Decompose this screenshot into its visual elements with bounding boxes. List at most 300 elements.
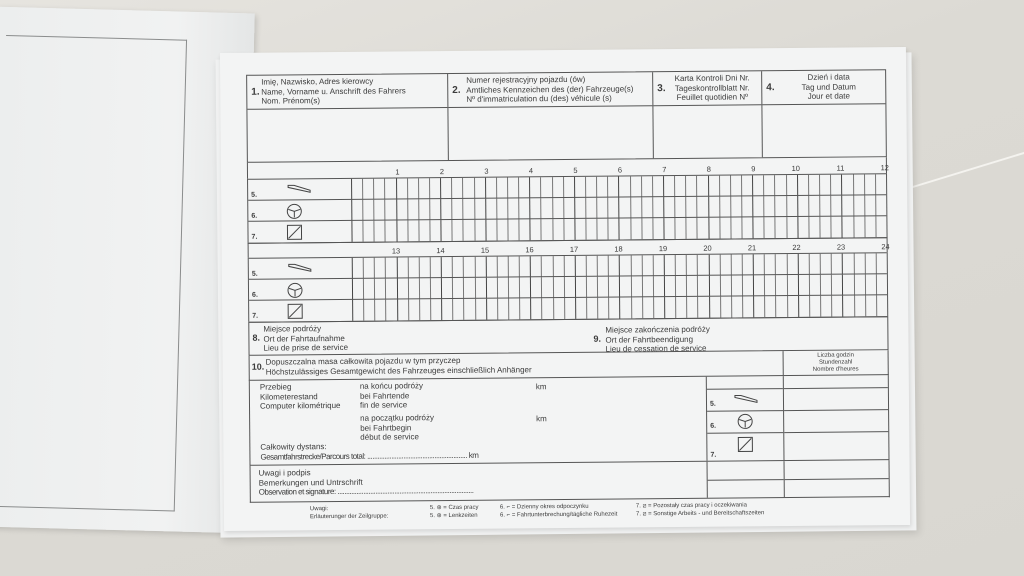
sheet-number-input[interactable] (653, 105, 761, 158)
quarter-hour-cell[interactable] (375, 258, 386, 279)
quarter-hour-cell[interactable] (553, 277, 564, 298)
quarter-hour-cell[interactable] (865, 216, 876, 237)
quarter-hour-cell[interactable] (542, 277, 553, 298)
quarter-hour-cell[interactable] (742, 217, 752, 238)
quarter-hour-cell[interactable] (620, 276, 631, 297)
quarter-hour-cell[interactable] (452, 178, 463, 199)
quarter-hour-cell[interactable] (776, 217, 787, 238)
quarter-hour-cell[interactable] (564, 219, 574, 240)
quarter-hour-cell[interactable] (731, 175, 742, 196)
quarter-hour-cell[interactable] (731, 217, 742, 238)
quarter-hour-cell[interactable] (687, 276, 698, 297)
quarter-hour-cell[interactable] (564, 177, 574, 198)
quarter-hour-cell[interactable] (397, 278, 408, 299)
quarter-hour-cell[interactable] (676, 218, 687, 239)
quarter-hour-cell[interactable] (643, 276, 654, 297)
quarter-hour-cell[interactable] (665, 276, 676, 297)
quarter-hour-cell[interactable] (754, 296, 765, 317)
quarter-hour-cell[interactable] (486, 199, 497, 220)
quarter-hour-cell[interactable] (621, 297, 632, 318)
quarter-hour-cell[interactable] (676, 276, 687, 297)
quarter-hour-cell[interactable] (520, 219, 530, 240)
quarter-hour-cell[interactable] (698, 197, 708, 218)
quarter-hour-cell[interactable] (854, 274, 865, 295)
quarter-hour-cell[interactable] (453, 257, 464, 278)
quarter-hour-cell[interactable] (553, 177, 564, 198)
quarter-hour-cell[interactable] (353, 258, 364, 279)
quarter-hour-cell[interactable] (597, 198, 608, 219)
quarter-hour-cell[interactable] (866, 295, 877, 316)
quarter-hour-cell[interactable] (810, 254, 821, 275)
quarter-hour-cell[interactable] (442, 299, 453, 320)
quarter-hour-cell[interactable] (620, 255, 631, 276)
quarter-hour-cell[interactable] (664, 197, 675, 218)
quarter-hour-cell[interactable] (498, 277, 509, 298)
quarter-hour-cell[interactable] (397, 178, 408, 199)
date-field[interactable] (762, 70, 886, 157)
quarter-hour-cell[interactable] (386, 257, 396, 278)
quarter-hour-cell[interactable] (698, 276, 708, 297)
quarter-hour-cell[interactable] (498, 298, 509, 319)
quarter-hour-cell[interactable] (609, 256, 619, 277)
end-mileage-field[interactable] (360, 381, 423, 410)
quarter-hour-cell[interactable] (765, 275, 776, 296)
quarter-hour-cell[interactable] (743, 296, 753, 317)
quarter-hour-cell[interactable] (653, 197, 663, 218)
quarter-hour-cell[interactable] (831, 175, 841, 196)
quarter-hour-cell[interactable] (352, 179, 363, 200)
quarter-hour-cell[interactable] (464, 278, 475, 299)
quarter-hour-cell[interactable] (409, 278, 420, 299)
quarter-hour-cell[interactable] (743, 254, 753, 275)
quarter-hour-cell[interactable] (698, 218, 708, 239)
quarter-hour-cell[interactable] (464, 220, 475, 241)
quarter-hour-cell[interactable] (709, 255, 720, 276)
quarter-hour-cell[interactable] (720, 255, 731, 276)
quarter-hour-cell[interactable] (475, 178, 485, 199)
quarter-hour-cell[interactable] (609, 298, 619, 319)
quarter-hour-cell[interactable] (464, 199, 475, 220)
quarter-hour-cell[interactable] (765, 196, 776, 217)
quarter-hour-cell[interactable] (754, 275, 765, 296)
quarter-hour-cell[interactable] (531, 198, 542, 219)
gross-weight-field[interactable] (250, 351, 783, 380)
driving-hours-input[interactable] (784, 409, 888, 432)
quarter-hour-cell[interactable] (352, 200, 363, 221)
quarter-hour-cell[interactable] (653, 176, 663, 197)
remarks-signature-field[interactable] (251, 462, 707, 502)
quarter-hour-cell[interactable] (686, 176, 697, 197)
quarter-hour-cell[interactable] (810, 275, 821, 296)
quarter-hour-cell[interactable] (620, 218, 631, 239)
quarter-hour-cell[interactable] (832, 275, 842, 296)
quarter-hour-cell[interactable] (799, 296, 810, 317)
quarter-hour-cell[interactable] (598, 256, 609, 277)
quarter-hour-cell[interactable] (364, 221, 375, 242)
quarter-hour-cell[interactable] (565, 298, 575, 319)
quarter-hour-cell[interactable] (419, 220, 430, 241)
quarter-hour-cell[interactable] (776, 275, 787, 296)
quarter-hour-cell[interactable] (498, 256, 509, 277)
quarter-hour-cell[interactable] (787, 217, 797, 238)
quarter-hour-cell[interactable] (486, 178, 497, 199)
quarter-hour-cell[interactable] (710, 297, 721, 318)
quarter-hour-cell[interactable] (721, 297, 732, 318)
quarter-hour-cell[interactable] (753, 175, 764, 196)
quarter-hour-cell[interactable] (720, 218, 731, 239)
quarter-hour-cell[interactable] (442, 278, 453, 299)
quarter-hour-cell[interactable] (710, 276, 721, 297)
quarter-hour-cell[interactable] (430, 178, 440, 199)
quarter-hour-cell[interactable] (787, 175, 797, 196)
quarter-hour-cell[interactable] (777, 296, 788, 317)
total-distance-field[interactable] (260, 441, 478, 462)
quarter-hour-cell[interactable] (609, 198, 619, 219)
quarter-hour-cell[interactable] (687, 297, 698, 318)
quarter-hour-cell[interactable] (353, 279, 364, 300)
quarter-hour-cell[interactable] (643, 297, 654, 318)
quarter-hour-cell[interactable] (831, 196, 841, 217)
quarter-hour-cell[interactable] (364, 300, 375, 321)
quarter-hour-cell[interactable] (709, 197, 720, 218)
quarter-hour-cell[interactable] (865, 253, 876, 274)
quarter-hour-cell[interactable] (419, 199, 430, 220)
quarter-hour-cell[interactable] (497, 219, 508, 240)
quarter-hour-cell[interactable] (398, 299, 409, 320)
other-work-hours-input[interactable] (784, 431, 888, 460)
quarter-hour-cell[interactable] (453, 299, 464, 320)
start-place-field[interactable] (249, 320, 593, 355)
quarter-hour-cell[interactable] (586, 198, 597, 219)
quarter-hour-cell[interactable] (431, 257, 441, 278)
quarter-hour-cell[interactable] (441, 178, 452, 199)
quarter-hour-cell[interactable] (598, 277, 609, 298)
quarter-hour-cell[interactable] (798, 196, 809, 217)
quarter-hour-cell[interactable] (397, 257, 408, 278)
quarter-hour-cell[interactable] (731, 196, 742, 217)
quarter-hour-cell[interactable] (821, 254, 832, 275)
quarter-hour-cell[interactable] (385, 178, 395, 199)
quarter-hour-cell[interactable] (397, 199, 408, 220)
quarter-hour-cell[interactable] (519, 198, 529, 219)
quarter-hour-cell[interactable] (375, 279, 386, 300)
quarter-hour-cell[interactable] (464, 257, 475, 278)
quarter-hour-cell[interactable] (531, 219, 542, 240)
quarter-hour-cell[interactable] (776, 196, 787, 217)
quarter-hour-cell[interactable] (843, 274, 854, 295)
quarter-hour-cell[interactable] (486, 257, 497, 278)
quarter-hour-cell[interactable] (842, 174, 853, 195)
quarter-hour-cell[interactable] (631, 255, 642, 276)
quarter-hour-cell[interactable] (698, 255, 708, 276)
quarter-hour-cell[interactable] (387, 299, 397, 320)
quarter-hour-cell[interactable] (732, 254, 743, 275)
quarter-hour-cell[interactable] (620, 197, 631, 218)
quarter-hour-cell[interactable] (642, 176, 653, 197)
quarter-hour-cell[interactable] (765, 217, 776, 238)
quarter-hour-cell[interactable] (632, 276, 643, 297)
quarter-hour-cell[interactable] (476, 299, 486, 320)
quarter-hour-cell[interactable] (664, 218, 675, 239)
quarter-hour-cell[interactable] (575, 219, 586, 240)
quarter-hour-cell[interactable] (564, 198, 574, 219)
driver-name-field[interactable] (247, 74, 449, 162)
quarter-hour-cell[interactable] (764, 175, 775, 196)
quarter-hour-cell[interactable] (508, 219, 519, 240)
quarter-hour-cell[interactable] (431, 299, 441, 320)
quarter-hour-cell[interactable] (654, 255, 664, 276)
quarter-hour-cell[interactable] (375, 300, 386, 321)
quarter-hour-cell[interactable] (765, 254, 776, 275)
quarter-hour-cell[interactable] (542, 198, 553, 219)
quarter-hour-cell[interactable] (765, 296, 776, 317)
quarter-hour-cell[interactable] (420, 257, 431, 278)
quarter-hour-cell[interactable] (742, 196, 752, 217)
quarter-hour-cell[interactable] (854, 174, 865, 195)
quarter-hour-cell[interactable] (430, 199, 440, 220)
quarter-hour-cell[interactable] (699, 297, 709, 318)
quarter-hour-cell[interactable] (598, 219, 609, 240)
quarter-hour-cell[interactable] (664, 176, 675, 197)
quarter-hour-cell[interactable] (520, 256, 530, 277)
quarter-hour-cell[interactable] (541, 177, 552, 198)
quarter-hour-cell[interactable] (374, 200, 385, 221)
quarter-hour-cell[interactable] (787, 196, 797, 217)
quarter-hour-cell[interactable] (586, 177, 597, 198)
quarter-hour-cell[interactable] (820, 217, 831, 238)
quarter-hour-cell[interactable] (352, 221, 363, 242)
quarter-hour-cell[interactable] (509, 298, 520, 319)
quarter-hour-cell[interactable] (598, 298, 609, 319)
quarter-hour-cell[interactable] (753, 196, 764, 217)
quarter-hour-cell[interactable] (520, 298, 530, 319)
quarter-hour-cell[interactable] (553, 256, 564, 277)
quarter-hour-cell[interactable] (843, 295, 854, 316)
quarter-hour-cell[interactable] (676, 255, 687, 276)
quarter-hour-cell[interactable] (565, 277, 575, 298)
quarter-hour-cell[interactable] (877, 295, 887, 316)
quarter-hour-cell[interactable] (632, 297, 643, 318)
quarter-hour-cell[interactable] (609, 277, 619, 298)
quarter-hour-cell[interactable] (508, 177, 519, 198)
quarter-hour-cell[interactable] (788, 275, 798, 296)
quarter-hour-cell[interactable] (709, 176, 720, 197)
quarter-hour-cell[interactable] (866, 274, 877, 295)
quarter-hour-cell[interactable] (754, 217, 765, 238)
quarter-hour-cell[interactable] (787, 254, 797, 275)
quarter-hour-cell[interactable] (509, 277, 520, 298)
quarter-hour-cell[interactable] (597, 177, 608, 198)
registration-input[interactable] (448, 106, 652, 160)
quarter-hour-cell[interactable] (475, 278, 485, 299)
quarter-hour-cell[interactable] (820, 196, 831, 217)
quarter-hour-cell[interactable] (487, 278, 498, 299)
quarter-hour-cell[interactable] (742, 175, 752, 196)
quarter-hour-cell[interactable] (408, 178, 419, 199)
quarter-hour-cell[interactable] (497, 177, 508, 198)
quarter-hour-cell[interactable] (876, 195, 886, 216)
quarter-hour-cell[interactable] (386, 220, 396, 241)
quarter-hour-cell[interactable] (353, 300, 364, 321)
quarter-hour-cell[interactable] (876, 253, 886, 274)
quarter-hour-cell[interactable] (419, 178, 430, 199)
quarter-hour-cell[interactable] (631, 176, 642, 197)
quarter-hour-cell[interactable] (509, 256, 520, 277)
quarter-hour-cell[interactable] (720, 197, 731, 218)
quarter-hour-cell[interactable] (430, 220, 440, 241)
quarter-hour-cell[interactable] (453, 220, 464, 241)
quarter-hour-cell[interactable] (553, 219, 564, 240)
quarter-hour-cell[interactable] (675, 176, 686, 197)
quarter-hour-cell[interactable] (576, 256, 587, 277)
quarter-hour-cell[interactable] (821, 275, 832, 296)
start-mileage-field[interactable] (360, 413, 434, 442)
quarter-hour-cell[interactable] (798, 254, 809, 275)
quarter-hour-cell[interactable] (531, 256, 542, 277)
quarter-hour-cell[interactable] (564, 256, 574, 277)
quarter-hour-cell[interactable] (475, 199, 485, 220)
quarter-hour-cell[interactable] (420, 278, 431, 299)
quarter-hour-cell[interactable] (843, 216, 854, 237)
quarter-hour-cell[interactable] (687, 218, 698, 239)
quarter-hour-cell[interactable] (665, 255, 676, 276)
quarter-hour-cell[interactable] (587, 298, 598, 319)
quarter-hour-cell[interactable] (821, 296, 832, 317)
quarter-hour-cell[interactable] (608, 177, 618, 198)
quarter-hour-cell[interactable] (654, 297, 664, 318)
quarter-hour-cell[interactable] (631, 218, 642, 239)
quarter-hour-cell[interactable] (530, 177, 541, 198)
quarter-hour-cell[interactable] (363, 179, 374, 200)
quarter-hour-cell[interactable] (520, 277, 530, 298)
quarter-hour-cell[interactable] (586, 219, 597, 240)
quarter-hour-cell[interactable] (531, 298, 542, 319)
quarter-hour-cell[interactable] (721, 276, 732, 297)
quarter-hour-cell[interactable] (587, 256, 598, 277)
quarter-hour-cell[interactable] (364, 258, 375, 279)
quarter-hour-cell[interactable] (374, 179, 385, 200)
quarter-hour-cell[interactable] (442, 257, 453, 278)
quarter-hour-cell[interactable] (642, 255, 653, 276)
quarter-hour-cell[interactable] (810, 296, 821, 317)
quarter-hour-cell[interactable] (876, 216, 886, 237)
quarter-hour-cell[interactable] (554, 298, 565, 319)
quarter-hour-cell[interactable] (408, 199, 419, 220)
quarter-hour-cell[interactable] (876, 174, 886, 195)
quarter-hour-cell[interactable] (575, 177, 586, 198)
quarter-hour-cell[interactable] (798, 175, 809, 196)
quarter-hour-cell[interactable] (463, 178, 474, 199)
quarter-hour-cell[interactable] (386, 278, 396, 299)
quarter-hour-cell[interactable] (531, 277, 542, 298)
quarter-hour-cell[interactable] (676, 297, 687, 318)
quarter-hour-cell[interactable] (709, 218, 720, 239)
quarter-hour-cell[interactable] (576, 298, 587, 319)
quarter-hour-cell[interactable] (609, 219, 619, 240)
quarter-hour-cell[interactable] (475, 257, 485, 278)
quarter-hour-cell[interactable] (642, 197, 653, 218)
quarter-hour-cell[interactable] (855, 295, 866, 316)
quarter-hour-cell[interactable] (553, 198, 564, 219)
quarter-hour-cell[interactable] (832, 217, 842, 238)
driver-name-input[interactable] (247, 108, 447, 162)
quarter-hour-cell[interactable] (809, 196, 820, 217)
quarter-hour-cell[interactable] (519, 177, 529, 198)
quarter-hour-cell[interactable] (397, 220, 408, 241)
quarter-hour-cell[interactable] (642, 218, 653, 239)
quarter-hour-cell[interactable] (409, 299, 420, 320)
quarter-hour-cell[interactable] (543, 298, 554, 319)
quarter-hour-cell[interactable] (576, 277, 587, 298)
quarter-hour-cell[interactable] (854, 253, 865, 274)
quarter-hour-cell[interactable] (441, 199, 452, 220)
quarter-hour-cell[interactable] (420, 299, 431, 320)
quarter-hour-cell[interactable] (487, 299, 498, 320)
quarter-hour-cell[interactable] (575, 198, 586, 219)
quarter-hour-cell[interactable] (363, 200, 374, 221)
quarter-hour-cell[interactable] (832, 296, 842, 317)
quarter-hour-cell[interactable] (843, 195, 854, 216)
quarter-hour-cell[interactable] (865, 174, 876, 195)
registration-field[interactable] (448, 72, 654, 160)
quarter-hour-cell[interactable] (732, 296, 743, 317)
quarter-hour-cell[interactable] (431, 278, 441, 299)
quarter-hour-cell[interactable] (654, 276, 664, 297)
quarter-hour-cell[interactable] (375, 221, 386, 242)
quarter-hour-cell[interactable] (877, 274, 887, 295)
quarter-hour-cell[interactable] (408, 220, 419, 241)
quarter-hour-cell[interactable] (631, 197, 642, 218)
quarter-hour-cell[interactable] (720, 176, 731, 197)
quarter-hour-cell[interactable] (442, 220, 453, 241)
quarter-hour-cell[interactable] (364, 279, 375, 300)
quarter-hour-cell[interactable] (542, 256, 553, 277)
quarter-hour-cell[interactable] (453, 278, 464, 299)
sheet-number-field[interactable] (653, 71, 763, 158)
quarter-hour-cell[interactable] (386, 199, 396, 220)
quarter-hour-cell[interactable] (475, 220, 485, 241)
quarter-hour-cell[interactable] (832, 254, 842, 275)
quarter-hour-cell[interactable] (865, 195, 876, 216)
quarter-hour-cell[interactable] (486, 220, 497, 241)
quarter-hour-cell[interactable] (732, 275, 743, 296)
quarter-hour-cell[interactable] (788, 296, 798, 317)
quarter-hour-cell[interactable] (408, 257, 419, 278)
quarter-hour-cell[interactable] (687, 197, 698, 218)
quarter-hour-cell[interactable] (820, 175, 831, 196)
quarter-hour-cell[interactable] (665, 297, 676, 318)
quarter-hour-cell[interactable] (743, 275, 753, 296)
quarter-hour-cell[interactable] (775, 175, 786, 196)
quarter-hour-cell[interactable] (798, 217, 809, 238)
quarter-hour-cell[interactable] (854, 195, 865, 216)
quarter-hour-cell[interactable] (843, 253, 854, 274)
quarter-hour-cell[interactable] (465, 299, 476, 320)
date-input[interactable] (762, 104, 885, 157)
quarter-hour-cell[interactable] (542, 219, 553, 240)
quarter-hour-cell[interactable] (809, 175, 820, 196)
quarter-hour-cell[interactable] (497, 198, 508, 219)
quarter-hour-cell[interactable] (619, 176, 630, 197)
quarter-hour-cell[interactable] (508, 198, 519, 219)
quarter-hour-cell[interactable] (776, 254, 787, 275)
quarter-hour-cell[interactable] (675, 197, 686, 218)
end-place-field[interactable] (593, 317, 887, 352)
quarter-hour-cell[interactable] (453, 199, 464, 220)
quarter-hour-cell[interactable] (809, 217, 820, 238)
rest-hours-input[interactable] (784, 387, 888, 410)
quarter-hour-cell[interactable] (587, 277, 598, 298)
